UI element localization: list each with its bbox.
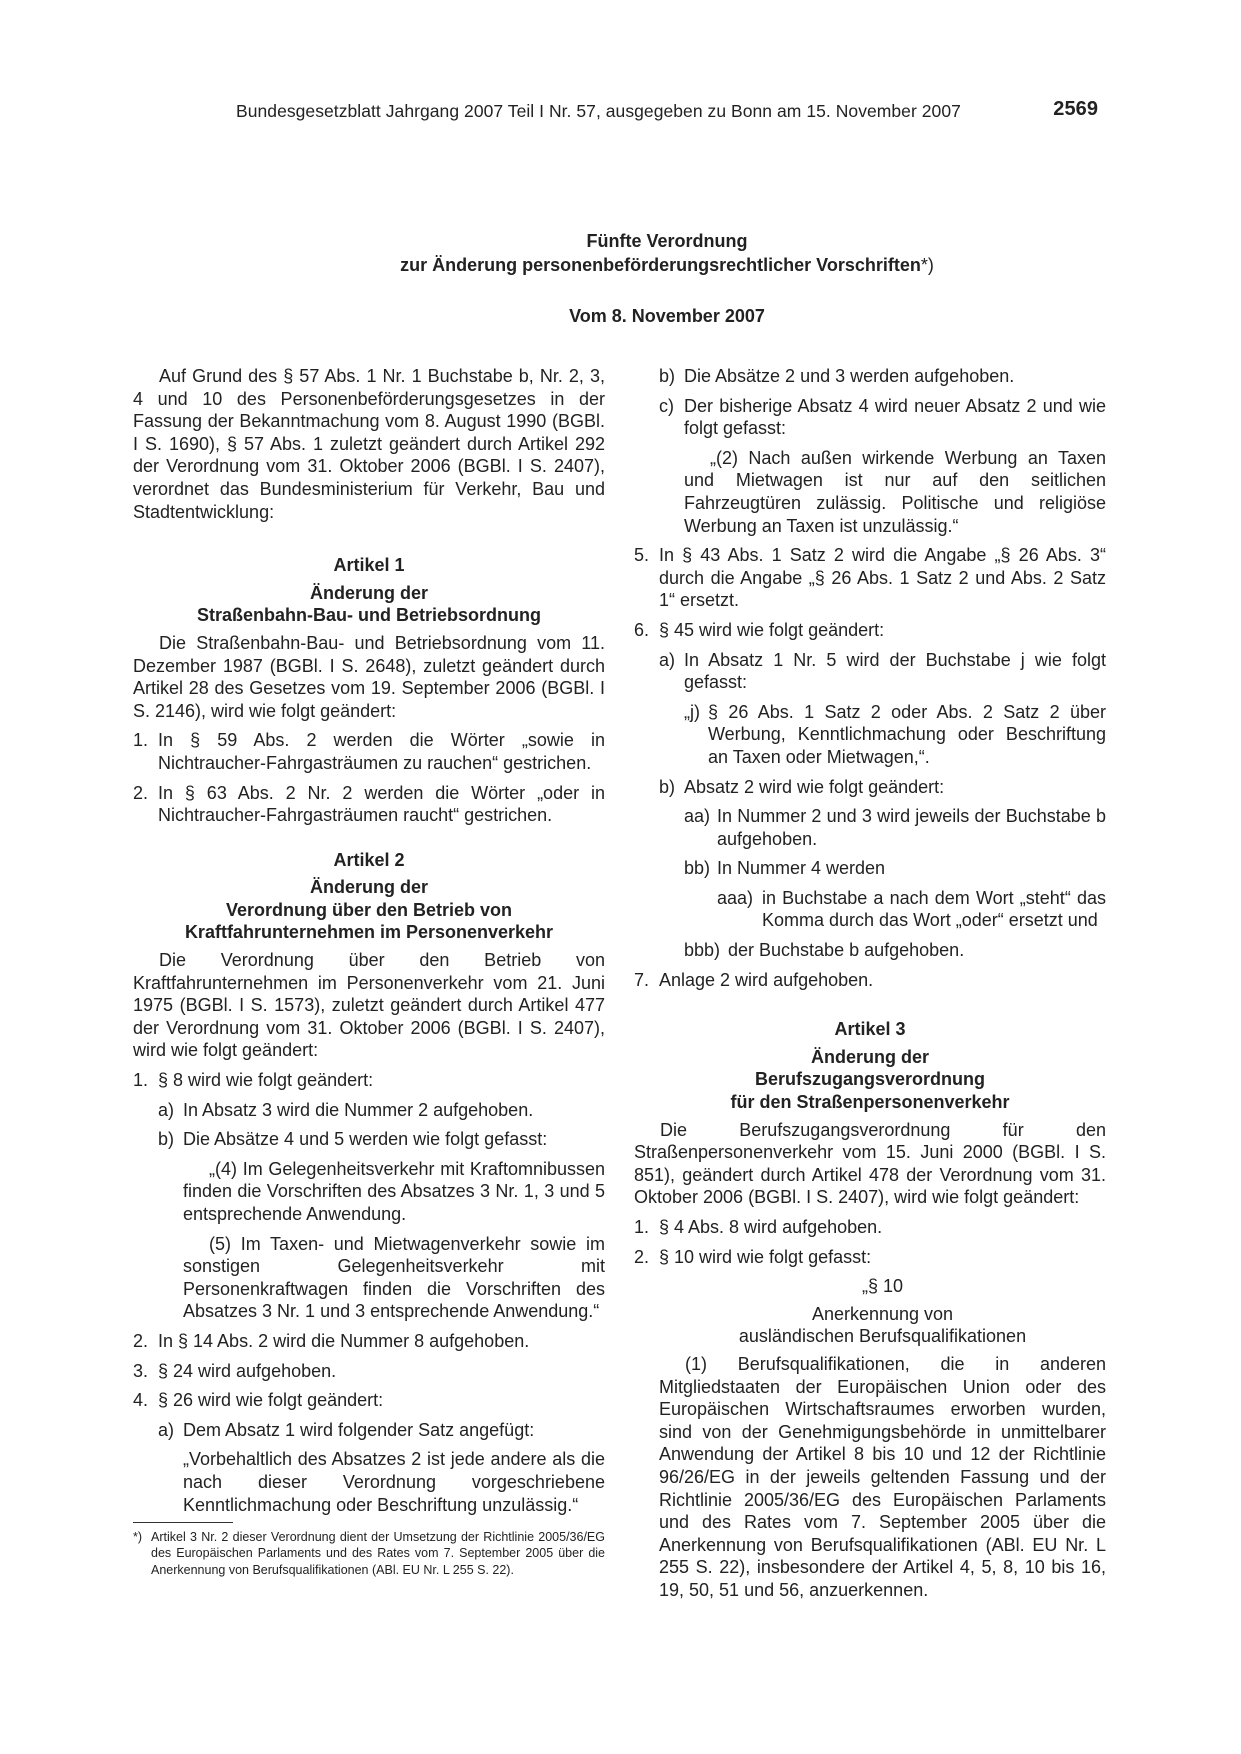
footnote-rule (133, 1522, 233, 1523)
footnote (133, 1522, 605, 1578)
title-footnote-mark: *) (920, 255, 934, 275)
art3-heading: Artikel 3 (834, 1019, 906, 1040)
list-item: 4. § 26 wird wie folgt geändert: (133, 1390, 384, 1411)
art2-heading: Artikel 2 (333, 849, 405, 870)
quote-para-4a: „Vorbehaltlich des Absatzes 2 ist jede andere als die nach dieser Verordnung vorgeschriebene Kenntlichmachung oder Beschriftung unzulässig.“ (183, 1449, 605, 1515)
art2-subtitle-3: Kraftfahrunternehmen im Personenverkehr (184, 922, 554, 943)
page-number: 2569 (1053, 98, 1098, 120)
art2-intro: Die Verordnung über den Betrieb von Kraftfahrunternehmen im Personenverkehr vom 21. Juni 1975 (BGBl. I S. 1573), zuletzt geändert durch Artikel 477 der Verordnung vom 31. Oktober 2006 (BGBl. I S. 2407), wird wie folgt geändert: (133, 950, 605, 1061)
list-item: 5. In § 43 Abs. 1 Satz 2 wird die Angabe „§ 26 Abs. 3“ durch die Angabe „§ 26 Abs. 1 Satz 2 und Abs. 2 Satz 1“ ersetzt. (634, 545, 1106, 611)
list-item: bb) In Nummer 4 werden (684, 858, 886, 879)
art1-subtitle-2: Straßenbahn-Bau- und Betriebsordnung (197, 605, 541, 626)
art1-subtitle-1: Änderung der (309, 582, 428, 603)
title-line-1: Fünfte Verordnung (586, 231, 748, 251)
list-item: 2. In § 14 Abs. 2 wird die Nummer 8 aufgehoben. (133, 1330, 530, 1351)
footnote-mark: *) (133, 1530, 143, 1544)
list-item: b) Die Absätze 4 und 5 werden wie folgt gefasst: (158, 1129, 548, 1150)
running-title: Bundesgesetzblatt Jahrgang 2007 Teil I Nr. 57, ausgegeben zu Bonn am 15. November 2007 (236, 101, 961, 121)
art2-subtitle-2: Verordnung über den Betrieb von (225, 899, 513, 920)
list-item: bbb) der Buchstabe b aufgehoben. (684, 940, 965, 961)
art1-heading: Artikel 1 (333, 555, 405, 576)
list-item: aaa) in Buchstabe a nach dem Wort „steht“ das Komma durch das Wort „oder“ ersetzt und (717, 887, 1106, 931)
paragraph-number: „§ 10 (861, 1276, 904, 1297)
left-column (133, 365, 605, 1523)
list-item: a) In Absatz 3 wird die Nummer 2 aufgehoben. (158, 1099, 534, 1120)
list-item: 6. § 45 wird wie folgt geändert: (634, 619, 885, 640)
art3-subtitle-2: Berufszugangsverordnung (754, 1069, 986, 1090)
list-item: b) Absatz 2 wird wie folgt geändert: (659, 776, 945, 797)
quote-para-2: „(2) Nach außen wirkende Werbung an Taxen und Mietwagen ist nur auf den seitlichen Fahrzeugtüren zulässig. Politische und religiöse Werbung an Taxen ist unzulässig.“ (684, 447, 1106, 536)
title-date: Vom 8. November 2007 (569, 306, 765, 326)
quote-para-5: (5) Im Taxen- und Mietwagenverkehr sowie im sonstigen Gelegenheitsverkehr mit Personenkraftwagen finden die Vorschriften des Absatzes 3 Nr. 1 und 3 entsprechende Anwendung.“ (183, 1233, 605, 1322)
footnote-item (133, 1529, 605, 1578)
list-item: a) Dem Absatz 1 wird folgender Satz angefügt: (158, 1419, 535, 1440)
list-item: b) Die Absätze 2 und 3 werden aufgehoben. (659, 366, 1015, 386)
list-item: 2. § 10 wird wie folgt gefasst: (634, 1246, 872, 1267)
list-item: „j) § 26 Abs. 1 Satz 2 oder Abs. 2 Satz 2 über Werbung, Kenntlichmachung oder Beschriftung an Taxen oder Mietwagen,“. (684, 701, 1106, 767)
art3-subtitle-1: Änderung der (810, 1046, 929, 1067)
title-block (236, 229, 1098, 328)
running-header (236, 98, 1098, 122)
list-item: 1. In § 59 Abs. 2 werden die Wörter „sowie in Nichtraucher-Fahrgasträumen zu rauchen“ gestrichen. (133, 730, 605, 773)
art3-subtitle-3: für den Straßenpersonenverkehr (730, 1092, 1010, 1113)
footnote-text: Artikel 3 Nr. 2 dieser Verordnung dient der Umsetzung der Richtlinie 2005/36/EG des Europäischen Parlaments und des Rates vom 7. September 2005 über die Anerkennung von Berufsqualifikationen (ABl. EU Nr. L 255 S. 22). (151, 1530, 605, 1577)
paragraph-text: (1) Berufsqualifikationen, die in anderen Mitgliedstaaten der Europäischen Union oder des Europäischen Wirtschaftsraumes erworben wurden, sind von der Genehmigungsbehörde in unmittelbarer Anwendung der Artikel 8 bis 10 und 12 der Richtlinie 96/26/EG in der jeweils geltenden Fassung und der Richtlinie 2005/36/EG des Europäischen Parlaments und des Rates vom 7. September 2005 über die Anerkennung von Berufsqualifikationen (ABl. EU Nr. L 255 S. 22), insbesondere der Artikel 4, 5, 8, 10 bis 16, 19, 50, 51 und 56, anzuerkennen. (659, 1353, 1106, 1600)
right-column (634, 365, 1106, 1609)
preamble: Auf Grund des § 57 Abs. 1 Nr. 1 Buchstabe b, Nr. 2, 3, 4 und 10 des Personenbeförderungsgesetzes in der Fassung der Bekanntmachung vom 8. August 1990 (BGBl. I S. 1690), § 57 Abs. 1 zuletzt geändert durch Artikel 292 der Verordnung vom 31. Oktober 2006 (BGBl. I S. 2407), verordnet das Bundesministerium für Verkehr, Bau und Stadtentwicklung: (133, 366, 605, 522)
title-line-2: zur Änderung personenbeförderungsrechtlicher Vorschriften (400, 255, 921, 275)
list-item: 1. § 4 Abs. 8 wird aufgehoben. (634, 1217, 883, 1237)
art3-intro: Die Berufszugangsverordnung für den Straßenpersonenverkehr vom 15. Juni 2000 (BGBl. I S. 851), geändert durch Artikel 478 der Verordnung vom 31. Oktober 2006 (BGBl. I S. 2407), wird wie folgt geändert: (634, 1119, 1106, 1208)
list-item: 2. In § 63 Abs. 2 Nr. 2 werden die Wörter „oder in Nichtraucher-Fahrgasträumen raucht“ gestrichen. (133, 782, 605, 826)
art1-intro: Die Straßenbahn-Bau- und Betriebsordnung vom 11. Dezember 1987 (BGBl. I S. 2648), zuletzt geändert durch Artikel 28 des Gesetzes vom 19. September 2006 (BGBl. I S. 2146), wird wie folgt geändert: (133, 632, 605, 721)
list-item: c) Der bisherige Absatz 4 wird neuer Absatz 2 und wie folgt gefasst: (659, 395, 1106, 439)
list-item: 7. Anlage 2 wird aufgehoben. (634, 969, 874, 990)
list-item: 1. § 8 wird wie folgt geändert: (133, 1070, 374, 1091)
paragraph-title-1: Anerkennung von (811, 1303, 954, 1324)
list-item: 3. § 24 wird aufgehoben. (133, 1360, 337, 1381)
art2-subtitle-1: Änderung der (309, 877, 428, 898)
title-line-2-wrap (236, 253, 1098, 277)
quote-para-4: „(4) Im Gelegenheitsverkehr mit Kraftomnibussen finden die Vorschriften des Absatzes 3 Nr. 1, 3 und 5 entsprechende Anwendung. (183, 1158, 605, 1224)
list-item: a) In Absatz 1 Nr. 5 wird der Buchstabe j wie folgt gefasst: (659, 649, 1106, 693)
list-item: aa) In Nummer 2 und 3 wird jeweils der Buchstabe b aufgehoben. (684, 806, 1106, 849)
paragraph-title-2: ausländischen Berufsqualifikationen (738, 1326, 1027, 1347)
